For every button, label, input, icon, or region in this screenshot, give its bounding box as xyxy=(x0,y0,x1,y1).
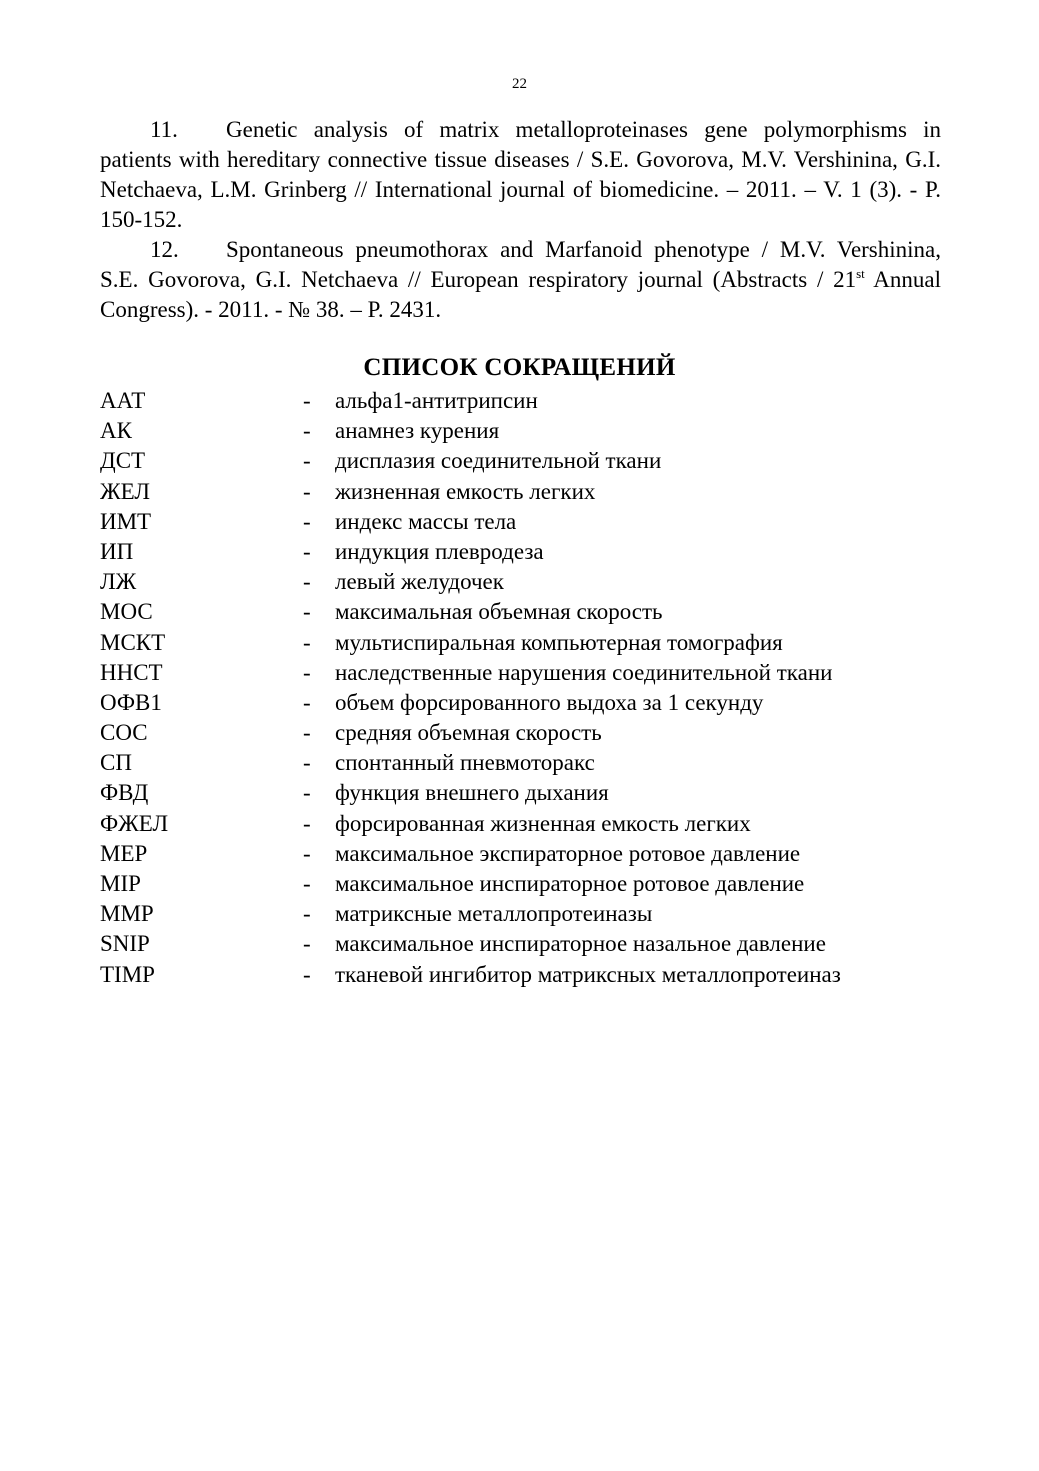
abbreviation-dash: - xyxy=(303,508,311,534)
abbreviation-definition: матриксные металлопротеиназы xyxy=(335,901,653,927)
abbreviation-definition: тканевой ингибитор матриксных металлопротеиназ xyxy=(335,961,841,987)
abbreviation-term: СП xyxy=(100,750,132,776)
abbreviation-definition: анамнез курения xyxy=(335,418,500,444)
abbreviation-row xyxy=(100,507,960,537)
abbreviation-definition: максимальное инспираторное ротовое давление xyxy=(335,871,805,896)
abbreviation-term: ААТ xyxy=(100,388,146,413)
abbreviation-dash: - xyxy=(303,810,311,836)
abbreviation-term: ИП xyxy=(100,538,134,564)
abbreviation-definition: наследственные нарушения соединительной ткани xyxy=(335,659,833,685)
abbreviation-row xyxy=(100,597,960,627)
abbreviation-dash: - xyxy=(303,689,311,715)
abbreviation-row xyxy=(100,929,960,959)
abbreviation-row xyxy=(100,446,960,476)
abbreviation-definition: мультиспиральная компьютерная томография xyxy=(335,629,783,655)
abbreviation-term: ФВД xyxy=(100,780,149,806)
page-number: 22 xyxy=(512,76,527,92)
abbreviation-row xyxy=(100,809,960,839)
abbreviation-dash: - xyxy=(303,961,311,987)
abbreviation-dash: - xyxy=(303,599,311,625)
reference-text: Spontaneous pneumothorax and Marfanoid phenotype / M.V. Vershinina, S.E. Govorova, G.I. Netchaeva // European respiratory journal (Abstracts / 21 xyxy=(100,237,941,292)
abbreviation-row xyxy=(100,839,960,869)
reference-item xyxy=(100,235,941,325)
abbreviation-dash: - xyxy=(303,871,311,896)
abbreviation-definition: форсированная жизненная емкость легких xyxy=(335,810,751,836)
abbreviation-dash: - xyxy=(303,478,311,504)
abbreviation-row xyxy=(100,477,960,507)
abbreviation-dash: - xyxy=(303,538,311,564)
abbreviation-definition: средняя объемная скорость xyxy=(335,720,602,746)
abbreviation-row xyxy=(100,748,960,778)
abbreviation-row xyxy=(100,960,960,990)
abbreviation-definition: дисплазия соединительной ткани xyxy=(335,448,662,474)
ordinal-superscript: st xyxy=(856,266,865,281)
reference-number: 12. xyxy=(150,237,179,262)
abbreviation-row xyxy=(100,688,960,718)
abbreviation-definition: альфа1-антитрипсин xyxy=(335,388,538,413)
abbreviation-row xyxy=(100,658,960,688)
abbreviation-row xyxy=(100,567,960,597)
reference-number: 11. xyxy=(150,117,178,142)
abbreviation-term: ИМТ xyxy=(100,508,152,534)
abbreviation-definition: левый желудочек xyxy=(335,569,504,595)
abbreviation-term: АК xyxy=(100,418,132,444)
abbreviation-term: ДСТ xyxy=(100,448,146,474)
abbreviation-term: ЖЕЛ xyxy=(100,478,150,504)
abbreviation-dash: - xyxy=(303,750,311,776)
abbreviation-definition: функция внешнего дыхания xyxy=(335,780,609,806)
abbreviations-heading: СПИСОК СОКРАЩЕНИЙ xyxy=(363,354,676,381)
reference-list xyxy=(100,115,941,325)
abbreviation-term: ФЖЕЛ xyxy=(100,810,169,836)
abbreviation-term: MEP xyxy=(100,840,148,866)
abbreviation-row xyxy=(100,718,960,748)
reference-text-continued: Annual Congress). - 2011. - № 38. – P. 2431. xyxy=(100,267,941,322)
abbreviation-dash: - xyxy=(303,780,311,806)
abbreviation-dash: - xyxy=(303,448,311,474)
abbreviation-row xyxy=(100,537,960,567)
abbreviation-row xyxy=(100,416,960,446)
abbreviation-term: МОС xyxy=(100,599,153,625)
abbreviation-dash: - xyxy=(303,901,311,927)
abbreviation-definition: индекс массы тела xyxy=(335,508,517,534)
abbreviation-row xyxy=(100,869,960,899)
abbreviation-term: ЛЖ xyxy=(100,569,137,595)
abbreviation-dash: - xyxy=(303,629,311,655)
abbreviation-row xyxy=(100,628,960,658)
abbreviation-definition: объем форсированного выдоха за 1 секунду xyxy=(335,689,764,715)
abbreviation-definition: жизненная емкость легких xyxy=(335,478,596,504)
reference-item xyxy=(100,115,941,235)
abbreviation-term: SNIP xyxy=(100,931,150,957)
abbreviation-dash: - xyxy=(303,840,311,866)
abbreviation-term: ННСТ xyxy=(100,659,163,685)
abbreviation-row xyxy=(100,899,960,929)
abbreviation-definition: индукция плевродеза xyxy=(335,538,544,564)
abbreviation-row xyxy=(100,386,960,416)
abbreviation-term: MIP xyxy=(100,871,141,896)
abbreviation-dash: - xyxy=(303,569,311,595)
abbreviation-definition: максимальное экспираторное ротовое давление xyxy=(335,840,801,866)
reference-text: Genetic analysis of matrix metalloproteinases gene polymorphisms in patients with hereditary connective tissue diseases / S.E. Govorova, M.V. Vershinina, G.I. Netchaeva, L.M. Grinberg // International journal of biomedicine. – 2011. – V. 1 (3). - P. 150-152. xyxy=(100,117,941,232)
abbreviation-dash: - xyxy=(303,418,311,444)
abbreviation-dash: - xyxy=(303,720,311,746)
abbreviation-term: ОФВ1 xyxy=(100,689,162,715)
abbreviation-definition: спонтанный пневмоторакс xyxy=(335,750,595,776)
abbreviation-dash: - xyxy=(303,931,311,957)
abbreviations-list xyxy=(100,386,960,990)
abbreviation-term: MMP xyxy=(100,901,154,927)
abbreviation-term: СОС xyxy=(100,720,148,746)
abbreviation-definition: максимальное инспираторное назальное давление xyxy=(335,931,826,957)
abbreviation-row xyxy=(100,778,960,808)
abbreviation-dash: - xyxy=(303,659,311,685)
abbreviation-term: МСКТ xyxy=(100,629,166,655)
abbreviation-definition: максимальная объемная скорость xyxy=(335,599,663,625)
abbreviation-term: TIMP xyxy=(100,961,155,987)
abbreviation-dash: - xyxy=(303,388,311,413)
